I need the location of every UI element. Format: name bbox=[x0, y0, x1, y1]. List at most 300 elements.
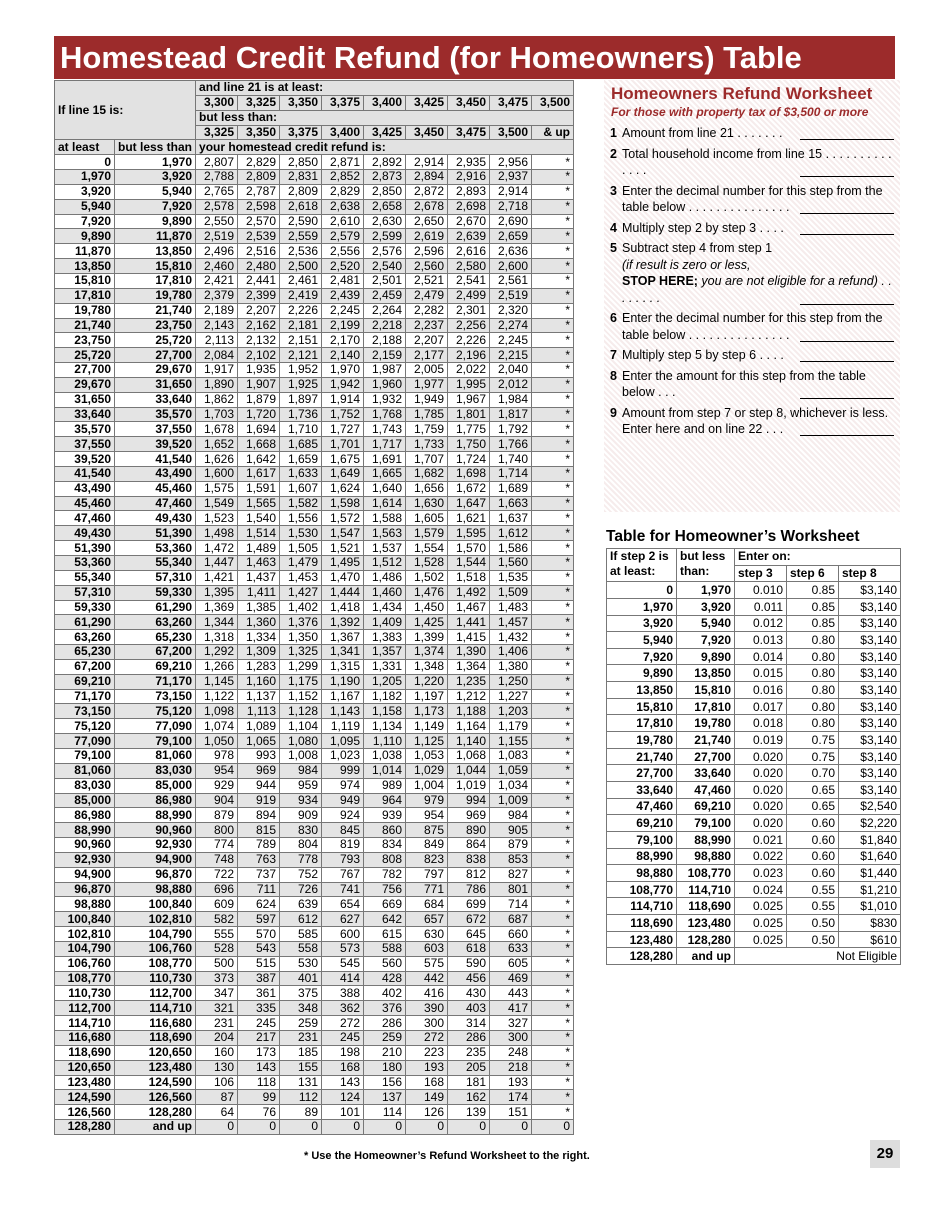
table-row bbox=[55, 689, 574, 704]
refund-cell: 642 bbox=[364, 912, 406, 927]
col-at-least-2: 3,350 bbox=[280, 95, 322, 110]
income-at-least: 57,310 bbox=[55, 585, 115, 600]
refund-cell: 979 bbox=[406, 793, 448, 808]
table-row bbox=[55, 1060, 574, 1075]
refund-cell: 2,639 bbox=[448, 229, 490, 244]
refund-cell: 114 bbox=[364, 1105, 406, 1120]
refund-cell: 0 bbox=[322, 1120, 364, 1135]
refund-cell: 819 bbox=[322, 838, 364, 853]
income-at-least: 88,990 bbox=[55, 823, 115, 838]
table-row bbox=[55, 511, 574, 526]
refund-cell: 2,935 bbox=[448, 155, 490, 170]
ht-row bbox=[607, 848, 901, 865]
table-row bbox=[55, 882, 574, 897]
refund-cell: 2,570 bbox=[238, 214, 280, 229]
refund-cell: 1,360 bbox=[238, 615, 280, 630]
refund-cell: 1,935 bbox=[238, 363, 280, 378]
refund-cell: 1,766 bbox=[490, 437, 532, 452]
refund-cell: 1,122 bbox=[196, 689, 238, 704]
ht-cell: $3,140 bbox=[839, 682, 901, 699]
refund-cell: 2,237 bbox=[406, 318, 448, 333]
table-row bbox=[55, 422, 574, 437]
income-at-least: 86,980 bbox=[55, 808, 115, 823]
refund-cell: 2,550 bbox=[196, 214, 238, 229]
ht-cell: 0.025 bbox=[735, 915, 787, 932]
income-at-least: 59,330 bbox=[55, 600, 115, 615]
table-row bbox=[55, 763, 574, 778]
income-less-than: 100,840 bbox=[115, 897, 196, 912]
refund-cell: 2,399 bbox=[238, 288, 280, 303]
refund-cell: 722 bbox=[196, 867, 238, 882]
worksheet-step-4 bbox=[610, 220, 894, 237]
refund-cell: 1,309 bbox=[238, 645, 280, 660]
refund-cell: * bbox=[532, 1016, 574, 1031]
refund-cell: 654 bbox=[322, 897, 364, 912]
income-less-than: 104,790 bbox=[115, 927, 196, 942]
income-less-than: 106,760 bbox=[115, 941, 196, 956]
refund-cell: * bbox=[532, 882, 574, 897]
refund-cell: 1,038 bbox=[364, 748, 406, 763]
income-less-than: 61,290 bbox=[115, 600, 196, 615]
refund-cell: 904 bbox=[196, 793, 238, 808]
income-at-least: 3,920 bbox=[55, 184, 115, 199]
answer-line[interactable] bbox=[800, 224, 894, 235]
ht-cell: 0.020 bbox=[735, 815, 787, 832]
income-at-least: 69,210 bbox=[55, 674, 115, 689]
refund-cell: 934 bbox=[280, 793, 322, 808]
refund-cell: 1,197 bbox=[406, 689, 448, 704]
answer-line[interactable] bbox=[800, 166, 894, 177]
refund-cell: 87 bbox=[196, 1090, 238, 1105]
ht-cell: 17,810 bbox=[607, 715, 677, 732]
refund-cell: 2,807 bbox=[196, 155, 238, 170]
refund-cell: 600 bbox=[322, 927, 364, 942]
refund-cell: 2,560 bbox=[406, 259, 448, 274]
refund-cell: 173 bbox=[238, 1045, 280, 1060]
refund-cell: 1,659 bbox=[280, 452, 322, 467]
ht-step8-header: step 8 bbox=[839, 565, 901, 582]
refund-cell: 1,775 bbox=[448, 422, 490, 437]
refund-cell: 1,952 bbox=[280, 363, 322, 378]
refund-cell: * bbox=[532, 600, 574, 615]
refund-cell: 627 bbox=[322, 912, 364, 927]
refund-cell: 1,350 bbox=[280, 630, 322, 645]
refund-cell: 1,292 bbox=[196, 645, 238, 660]
refund-cell: 618 bbox=[448, 941, 490, 956]
refund-cell: 696 bbox=[196, 882, 238, 897]
refund-cell: * bbox=[532, 437, 574, 452]
ht-cell: 27,700 bbox=[677, 748, 735, 765]
refund-cell: 2,519 bbox=[490, 288, 532, 303]
table-row bbox=[55, 630, 574, 645]
income-less-than: 88,990 bbox=[115, 808, 196, 823]
step-text: (if result is zero or less, bbox=[622, 257, 751, 272]
table-row bbox=[55, 912, 574, 927]
refund-cell: 442 bbox=[406, 971, 448, 986]
refund-cell: 849 bbox=[406, 838, 448, 853]
refund-cell: 1,155 bbox=[490, 734, 532, 749]
step-text: Enter the amount for this step from the table below . . . bbox=[622, 368, 866, 399]
income-at-least: 104,790 bbox=[55, 941, 115, 956]
income-less-than: 96,870 bbox=[115, 867, 196, 882]
step-text: Amount from step 7 or step 8, whichever is less. Enter here and on line 22 . . . bbox=[622, 405, 889, 436]
worksheet-title: Homeowners Refund Worksheet bbox=[611, 84, 873, 103]
ht-cell: 108,770 bbox=[607, 881, 677, 898]
refund-cell: 1,984 bbox=[490, 392, 532, 407]
income-less-than: 15,810 bbox=[115, 259, 196, 274]
table-row bbox=[55, 659, 574, 674]
refund-cell: * bbox=[532, 1060, 574, 1075]
but-less-than-label: but less than bbox=[115, 140, 196, 155]
income-less-than: 35,570 bbox=[115, 407, 196, 422]
answer-line[interactable] bbox=[800, 331, 894, 342]
ht-cell: $610 bbox=[839, 931, 901, 948]
refund-cell: 575 bbox=[406, 956, 448, 971]
ht-not-eligible: Not Eligible bbox=[735, 948, 901, 965]
refund-cell: 585 bbox=[280, 927, 322, 942]
income-at-least: 126,560 bbox=[55, 1105, 115, 1120]
refund-cell: 2,598 bbox=[238, 199, 280, 214]
refund-cell: 1,411 bbox=[238, 585, 280, 600]
ht-step3-header: step 3 bbox=[735, 565, 787, 582]
refund-cell: 1,188 bbox=[448, 704, 490, 719]
refund-cell: 1,004 bbox=[406, 778, 448, 793]
refund-cell: 2,636 bbox=[490, 244, 532, 259]
refund-cell: 672 bbox=[448, 912, 490, 927]
refund-cell: 756 bbox=[364, 882, 406, 897]
col-at-least-5: 3,425 bbox=[406, 95, 448, 110]
step-text: Enter the decimal number for this step from the table below . . . . . . . . . . . . . . . bbox=[622, 183, 883, 214]
refund-cell: * bbox=[532, 897, 574, 912]
refund-cell: 1,415 bbox=[448, 630, 490, 645]
refund-cell: 2,460 bbox=[196, 259, 238, 274]
ht-cell: 118,690 bbox=[607, 915, 677, 932]
answer-line[interactable] bbox=[800, 129, 894, 140]
income-less-than: 92,930 bbox=[115, 838, 196, 853]
refund-cell: 1,512 bbox=[364, 556, 406, 571]
refund-cell: 347 bbox=[196, 986, 238, 1001]
ht-row bbox=[607, 665, 901, 682]
refund-cell: 1,470 bbox=[322, 570, 364, 585]
refund-cell: 984 bbox=[280, 763, 322, 778]
refund-cell: 1,523 bbox=[196, 511, 238, 526]
table-row bbox=[55, 481, 574, 496]
refund-cell: 1,023 bbox=[322, 748, 364, 763]
refund-cell: 1,385 bbox=[238, 600, 280, 615]
page-title: Homestead Credit Refund (for Homeowners) Table bbox=[54, 36, 895, 79]
ht-row bbox=[607, 898, 901, 915]
refund-cell: 1,472 bbox=[196, 541, 238, 556]
ht-cell: 114,710 bbox=[677, 881, 735, 898]
refund-cell: 1,509 bbox=[490, 585, 532, 600]
refund-cell: 1,570 bbox=[448, 541, 490, 556]
refund-cell: 1,068 bbox=[448, 748, 490, 763]
ht-cell: 0.60 bbox=[787, 848, 839, 865]
refund-cell: * bbox=[532, 526, 574, 541]
income-less-than: and up bbox=[115, 1120, 196, 1135]
ht-cell: 0.021 bbox=[735, 831, 787, 848]
ht-cell: 0.012 bbox=[735, 615, 787, 632]
refund-cell: 286 bbox=[364, 1016, 406, 1031]
refund-cell: 1,682 bbox=[406, 466, 448, 481]
refund-cell: * bbox=[532, 481, 574, 496]
refund-cell: 2,519 bbox=[196, 229, 238, 244]
refund-cell: 373 bbox=[196, 971, 238, 986]
refund-cell: 1,392 bbox=[322, 615, 364, 630]
income-less-than: 110,730 bbox=[115, 971, 196, 986]
income-at-least: 39,520 bbox=[55, 452, 115, 467]
ht-cell: $3,140 bbox=[839, 582, 901, 599]
refund-cell: 1,720 bbox=[238, 407, 280, 422]
refund-cell: 205 bbox=[448, 1060, 490, 1075]
refund-cell: 1,299 bbox=[280, 659, 322, 674]
refund-cell: 2,189 bbox=[196, 303, 238, 318]
table-row bbox=[55, 229, 574, 244]
refund-cell: 2,102 bbox=[238, 348, 280, 363]
answer-line[interactable] bbox=[800, 425, 894, 436]
refund-cell: 605 bbox=[490, 956, 532, 971]
refund-cell: 1,437 bbox=[238, 570, 280, 585]
refund-cell: 2,599 bbox=[364, 229, 406, 244]
income-less-than: 21,740 bbox=[115, 303, 196, 318]
income-less-than: 55,340 bbox=[115, 556, 196, 571]
ht-cell: $3,140 bbox=[839, 665, 901, 682]
refund-cell: 1,460 bbox=[364, 585, 406, 600]
ht-row bbox=[607, 598, 901, 615]
ht-row bbox=[607, 798, 901, 815]
table-row bbox=[55, 852, 574, 867]
refund-cell: 0 bbox=[364, 1120, 406, 1135]
refund-cell: 1,733 bbox=[406, 437, 448, 452]
table-row bbox=[55, 1001, 574, 1016]
ht-cell: 0.85 bbox=[787, 598, 839, 615]
refund-cell: 1,549 bbox=[196, 496, 238, 511]
col-less-than-0: 3,325 bbox=[196, 125, 238, 140]
ht-row bbox=[607, 698, 901, 715]
refund-cell: 1,949 bbox=[406, 392, 448, 407]
ht-cell: 69,210 bbox=[607, 815, 677, 832]
refund-cell: 639 bbox=[280, 897, 322, 912]
ht-cell: $830 bbox=[839, 915, 901, 932]
refund-cell: 741 bbox=[322, 882, 364, 897]
refund-cell: 1,914 bbox=[322, 392, 364, 407]
refund-cell: 1,341 bbox=[322, 645, 364, 660]
refund-cell: 456 bbox=[448, 971, 490, 986]
refund-cell: 1,190 bbox=[322, 674, 364, 689]
table-row bbox=[55, 1031, 574, 1046]
refund-cell: 2,121 bbox=[280, 348, 322, 363]
refund-cell: * bbox=[532, 496, 574, 511]
income-at-least: 124,590 bbox=[55, 1090, 115, 1105]
refund-cell: 834 bbox=[364, 838, 406, 853]
step-text: Amount from line 21 . . . . . . . bbox=[622, 126, 783, 140]
ht-row bbox=[607, 881, 901, 898]
income-at-least: 102,810 bbox=[55, 927, 115, 942]
ht-cell: 123,480 bbox=[607, 931, 677, 948]
income-at-least: 5,940 bbox=[55, 199, 115, 214]
ht-cell: $3,140 bbox=[839, 765, 901, 782]
but-less-label: but less than: bbox=[196, 110, 574, 125]
refund-cell: 1,421 bbox=[196, 570, 238, 585]
ht-cell: 118,690 bbox=[677, 898, 735, 915]
refund-cell: 1,463 bbox=[238, 556, 280, 571]
refund-cell: 1,344 bbox=[196, 615, 238, 630]
refund-cell: * bbox=[532, 1045, 574, 1060]
col-less-than-3: 3,400 bbox=[322, 125, 364, 140]
income-less-than: 9,890 bbox=[115, 214, 196, 229]
refund-cell: 1,675 bbox=[322, 452, 364, 467]
ht-cell: $3,140 bbox=[839, 632, 901, 649]
table-row bbox=[55, 556, 574, 571]
refund-cell: 2,872 bbox=[406, 184, 448, 199]
table-row bbox=[55, 496, 574, 511]
refund-cell: 1,588 bbox=[364, 511, 406, 526]
income-at-least: 27,700 bbox=[55, 363, 115, 378]
worksheet-step-7 bbox=[610, 347, 894, 364]
refund-cell: 2,616 bbox=[448, 244, 490, 259]
refund-cell: 827 bbox=[490, 867, 532, 882]
refund-cell: * bbox=[532, 229, 574, 244]
refund-cell: * bbox=[532, 971, 574, 986]
refund-cell: 231 bbox=[280, 1031, 322, 1046]
answer-line[interactable] bbox=[800, 351, 894, 362]
step-text: STOP HERE; bbox=[622, 274, 698, 288]
answer-line[interactable] bbox=[800, 388, 894, 399]
refund-cell: 1,483 bbox=[490, 600, 532, 615]
refund-cell: 924 bbox=[322, 808, 364, 823]
ht-cell: 7,920 bbox=[607, 648, 677, 665]
refund-cell: 1,044 bbox=[448, 763, 490, 778]
ht-cell: 19,780 bbox=[677, 715, 735, 732]
worksheet-step-6 bbox=[610, 310, 894, 343]
refund-cell: 259 bbox=[280, 1016, 322, 1031]
ht-cell: $3,140 bbox=[839, 698, 901, 715]
refund-cell: 2,829 bbox=[322, 184, 364, 199]
refund-cell: 2,461 bbox=[280, 273, 322, 288]
income-less-than: 123,480 bbox=[115, 1060, 196, 1075]
income-at-least: 41,540 bbox=[55, 466, 115, 481]
refund-cell: 949 bbox=[322, 793, 364, 808]
income-less-than: 23,750 bbox=[115, 318, 196, 333]
income-at-least: 77,090 bbox=[55, 734, 115, 749]
refund-cell: 2,480 bbox=[238, 259, 280, 274]
table-row bbox=[55, 333, 574, 348]
refund-cell: 1,104 bbox=[280, 719, 322, 734]
refund-cell: * bbox=[532, 1075, 574, 1090]
ht-cell: 0.025 bbox=[735, 898, 787, 915]
col-at-least-3: 3,375 bbox=[322, 95, 364, 110]
refund-cell: 609 bbox=[196, 897, 238, 912]
step-number: 8 bbox=[610, 368, 617, 383]
refund-cell: 954 bbox=[406, 808, 448, 823]
ht-cell: 0.60 bbox=[787, 831, 839, 848]
refund-cell: * bbox=[532, 452, 574, 467]
income-at-least: 128,280 bbox=[55, 1120, 115, 1135]
ht-cell: 98,880 bbox=[677, 848, 735, 865]
refund-cell: 615 bbox=[364, 927, 406, 942]
refund-cell: 2,873 bbox=[364, 170, 406, 185]
refund-cell: 2,914 bbox=[406, 155, 448, 170]
refund-cell: 573 bbox=[322, 941, 364, 956]
refund-cell: 2,419 bbox=[280, 288, 322, 303]
income-less-than: 25,720 bbox=[115, 333, 196, 348]
refund-cell: 168 bbox=[406, 1075, 448, 1090]
refund-cell: * bbox=[532, 556, 574, 571]
table-row bbox=[55, 273, 574, 288]
refund-cell: 1,740 bbox=[490, 452, 532, 467]
refund-cell: 2,698 bbox=[448, 199, 490, 214]
refund-cell: 1,626 bbox=[196, 452, 238, 467]
refund-cell: 1,149 bbox=[406, 719, 448, 734]
refund-cell: 0 bbox=[532, 1120, 574, 1135]
refund-cell: 737 bbox=[238, 867, 280, 882]
refund-cell: 711 bbox=[238, 882, 280, 897]
worksheet-step-9 bbox=[610, 405, 894, 438]
income-at-least: 120,650 bbox=[55, 1060, 115, 1075]
ht-cell: $1,010 bbox=[839, 898, 901, 915]
refund-cell: 1,917 bbox=[196, 363, 238, 378]
refund-cell: 1,175 bbox=[280, 674, 322, 689]
refund-cell: * bbox=[532, 1001, 574, 1016]
income-at-least: 33,640 bbox=[55, 407, 115, 422]
refund-cell: 2,690 bbox=[490, 214, 532, 229]
refund-cell: 515 bbox=[238, 956, 280, 971]
refund-cell: 2,170 bbox=[322, 333, 364, 348]
refund-cell: 2,850 bbox=[364, 184, 406, 199]
refund-cell: 2,520 bbox=[322, 259, 364, 274]
ht-cell: 88,990 bbox=[677, 831, 735, 848]
refund-cell: 1,467 bbox=[448, 600, 490, 615]
income-at-least: 108,770 bbox=[55, 971, 115, 986]
table-row bbox=[55, 259, 574, 274]
refund-cell: 1,970 bbox=[322, 363, 364, 378]
income-less-than: 67,200 bbox=[115, 645, 196, 660]
refund-cell: 767 bbox=[322, 867, 364, 882]
refund-cell: 993 bbox=[238, 748, 280, 763]
refund-cell: 964 bbox=[364, 793, 406, 808]
refund-cell: 1,498 bbox=[196, 526, 238, 541]
ht-cell: 0.016 bbox=[735, 682, 787, 699]
refund-cell: 259 bbox=[364, 1031, 406, 1046]
table-row bbox=[55, 941, 574, 956]
income-less-than: 39,520 bbox=[115, 437, 196, 452]
ht-cell: 0.018 bbox=[735, 715, 787, 732]
income-less-than: 51,390 bbox=[115, 526, 196, 541]
refund-cell: 1,785 bbox=[406, 407, 448, 422]
refund-cell: 2,650 bbox=[406, 214, 448, 229]
refund-cell: 560 bbox=[364, 956, 406, 971]
refund-cell: 2,658 bbox=[364, 199, 406, 214]
table-row bbox=[55, 600, 574, 615]
refund-cell: 248 bbox=[490, 1045, 532, 1060]
refund-cell: * bbox=[532, 541, 574, 556]
income-at-least: 112,700 bbox=[55, 1001, 115, 1016]
answer-line[interactable] bbox=[800, 203, 894, 214]
refund-cell: 0 bbox=[280, 1120, 322, 1135]
refund-cell: 2,320 bbox=[490, 303, 532, 318]
refund-cell: 684 bbox=[406, 897, 448, 912]
refund-cell: 714 bbox=[490, 897, 532, 912]
col-at-least-8: 3,500 bbox=[532, 95, 574, 110]
ht-cell: $2,540 bbox=[839, 798, 901, 815]
refund-cell: 1,649 bbox=[322, 466, 364, 481]
table-row bbox=[55, 793, 574, 808]
refund-cell: 2,245 bbox=[322, 303, 364, 318]
answer-line[interactable] bbox=[800, 294, 894, 305]
refund-cell: 823 bbox=[406, 852, 448, 867]
refund-cell: 597 bbox=[238, 912, 280, 927]
refund-cell: 1,427 bbox=[280, 585, 322, 600]
